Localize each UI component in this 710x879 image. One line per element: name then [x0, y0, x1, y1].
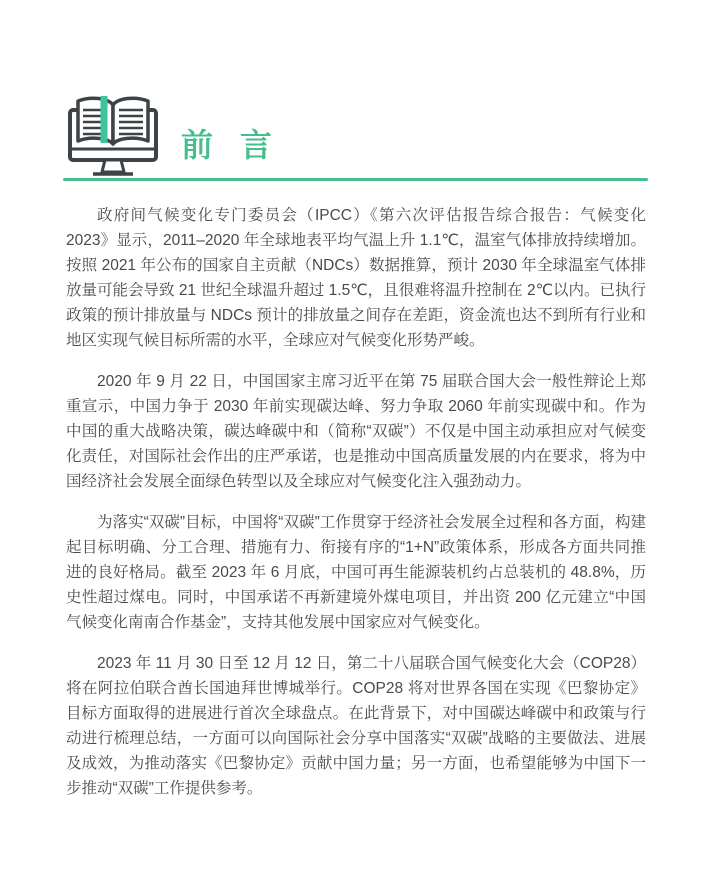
header-divider-rule: [63, 178, 648, 181]
open-book-on-monitor-icon: [63, 94, 163, 178]
paragraph-dual-carbon-pledge: 2020 年 9 月 22 日，中国国家主席习近平在第 75 届联合国大会一般性辩论上郑重宣示，中国力争于 2030 年前实现碳达峰、努力争取 2060 年前实现碳中和。作为中国的重大战略决策，碳达峰碳中和（简称“双碳”）不仅是中国主动承担应对气候变化责任，对国际社会作出的庄严承诺，也是推动中国高质量发展的内在要求，将为中国经济社会发展全面绿色转型以及全球应对气候变化注入强劲动力。: [66, 373, 646, 490]
bookmark-ribbon: [101, 96, 108, 143]
paragraph-ipcc-report: 政府间气候变化专门委员会（IPCC）《第六次评估报告综合报告：气候变化 2023》显示，2011–2020 年全球地表平均气温上升 1.1℃，温室气体排放持续增加。按照 2021 年公布的国家自主贡献（NDCs）数据推算，预计 2030 年全球温室气体排放量可能会导致 21 世纪全球温升超过 1.5℃，且很难将温升控制在 2℃以内。已执行政策的预计排放量与 NDCs 预计的排放量之间存在差距，资金流也达不到所有行业和地区实现气候目标所需的水平，全球应对气候变化形势严峻。: [66, 207, 646, 349]
page-title: 前 言: [181, 127, 273, 163]
preface-body: [66, 203, 646, 817]
paragraph-cop28: 2023 年 11 月 30 日至 12 月 12 日，第二十八届联合国气候变化大会（COP28）将在阿拉伯联合酋长国迪拜世博城举行。COP28 将对世界各国在实现《巴黎协定》目标方面取得的进展进行首次全球盘点。在此背景下，对中国碳达峰碳中和政策与行动进行梳理总结，一方面可以向国际社会分享中国落实“双碳”战略的主要做法、进展及成效，为推动落实《巴黎协定》贡献中国力量；另一方面，也希望能够为中国下一步推动“双碳”工作提供参考。: [66, 655, 646, 797]
paragraph-policy-system: 为落实“双碳”目标，中国将“双碳”工作贯穿于经济社会发展全过程和各方面，构建起目标明确、分工合理、措施有力、衔接有序的“1+N”政策体系，形成各方面共同推进的良好格局。截至 2023 年 6 月底，中国可再生能源装机约占总装机的 48.8%，历史性超过煤电。同时，中国承诺不再新建境外煤电项目，并出资 200 亿元建立“中国气候变化南南合作基金”，支持其他发展中国家应对气候变化。: [66, 514, 646, 631]
